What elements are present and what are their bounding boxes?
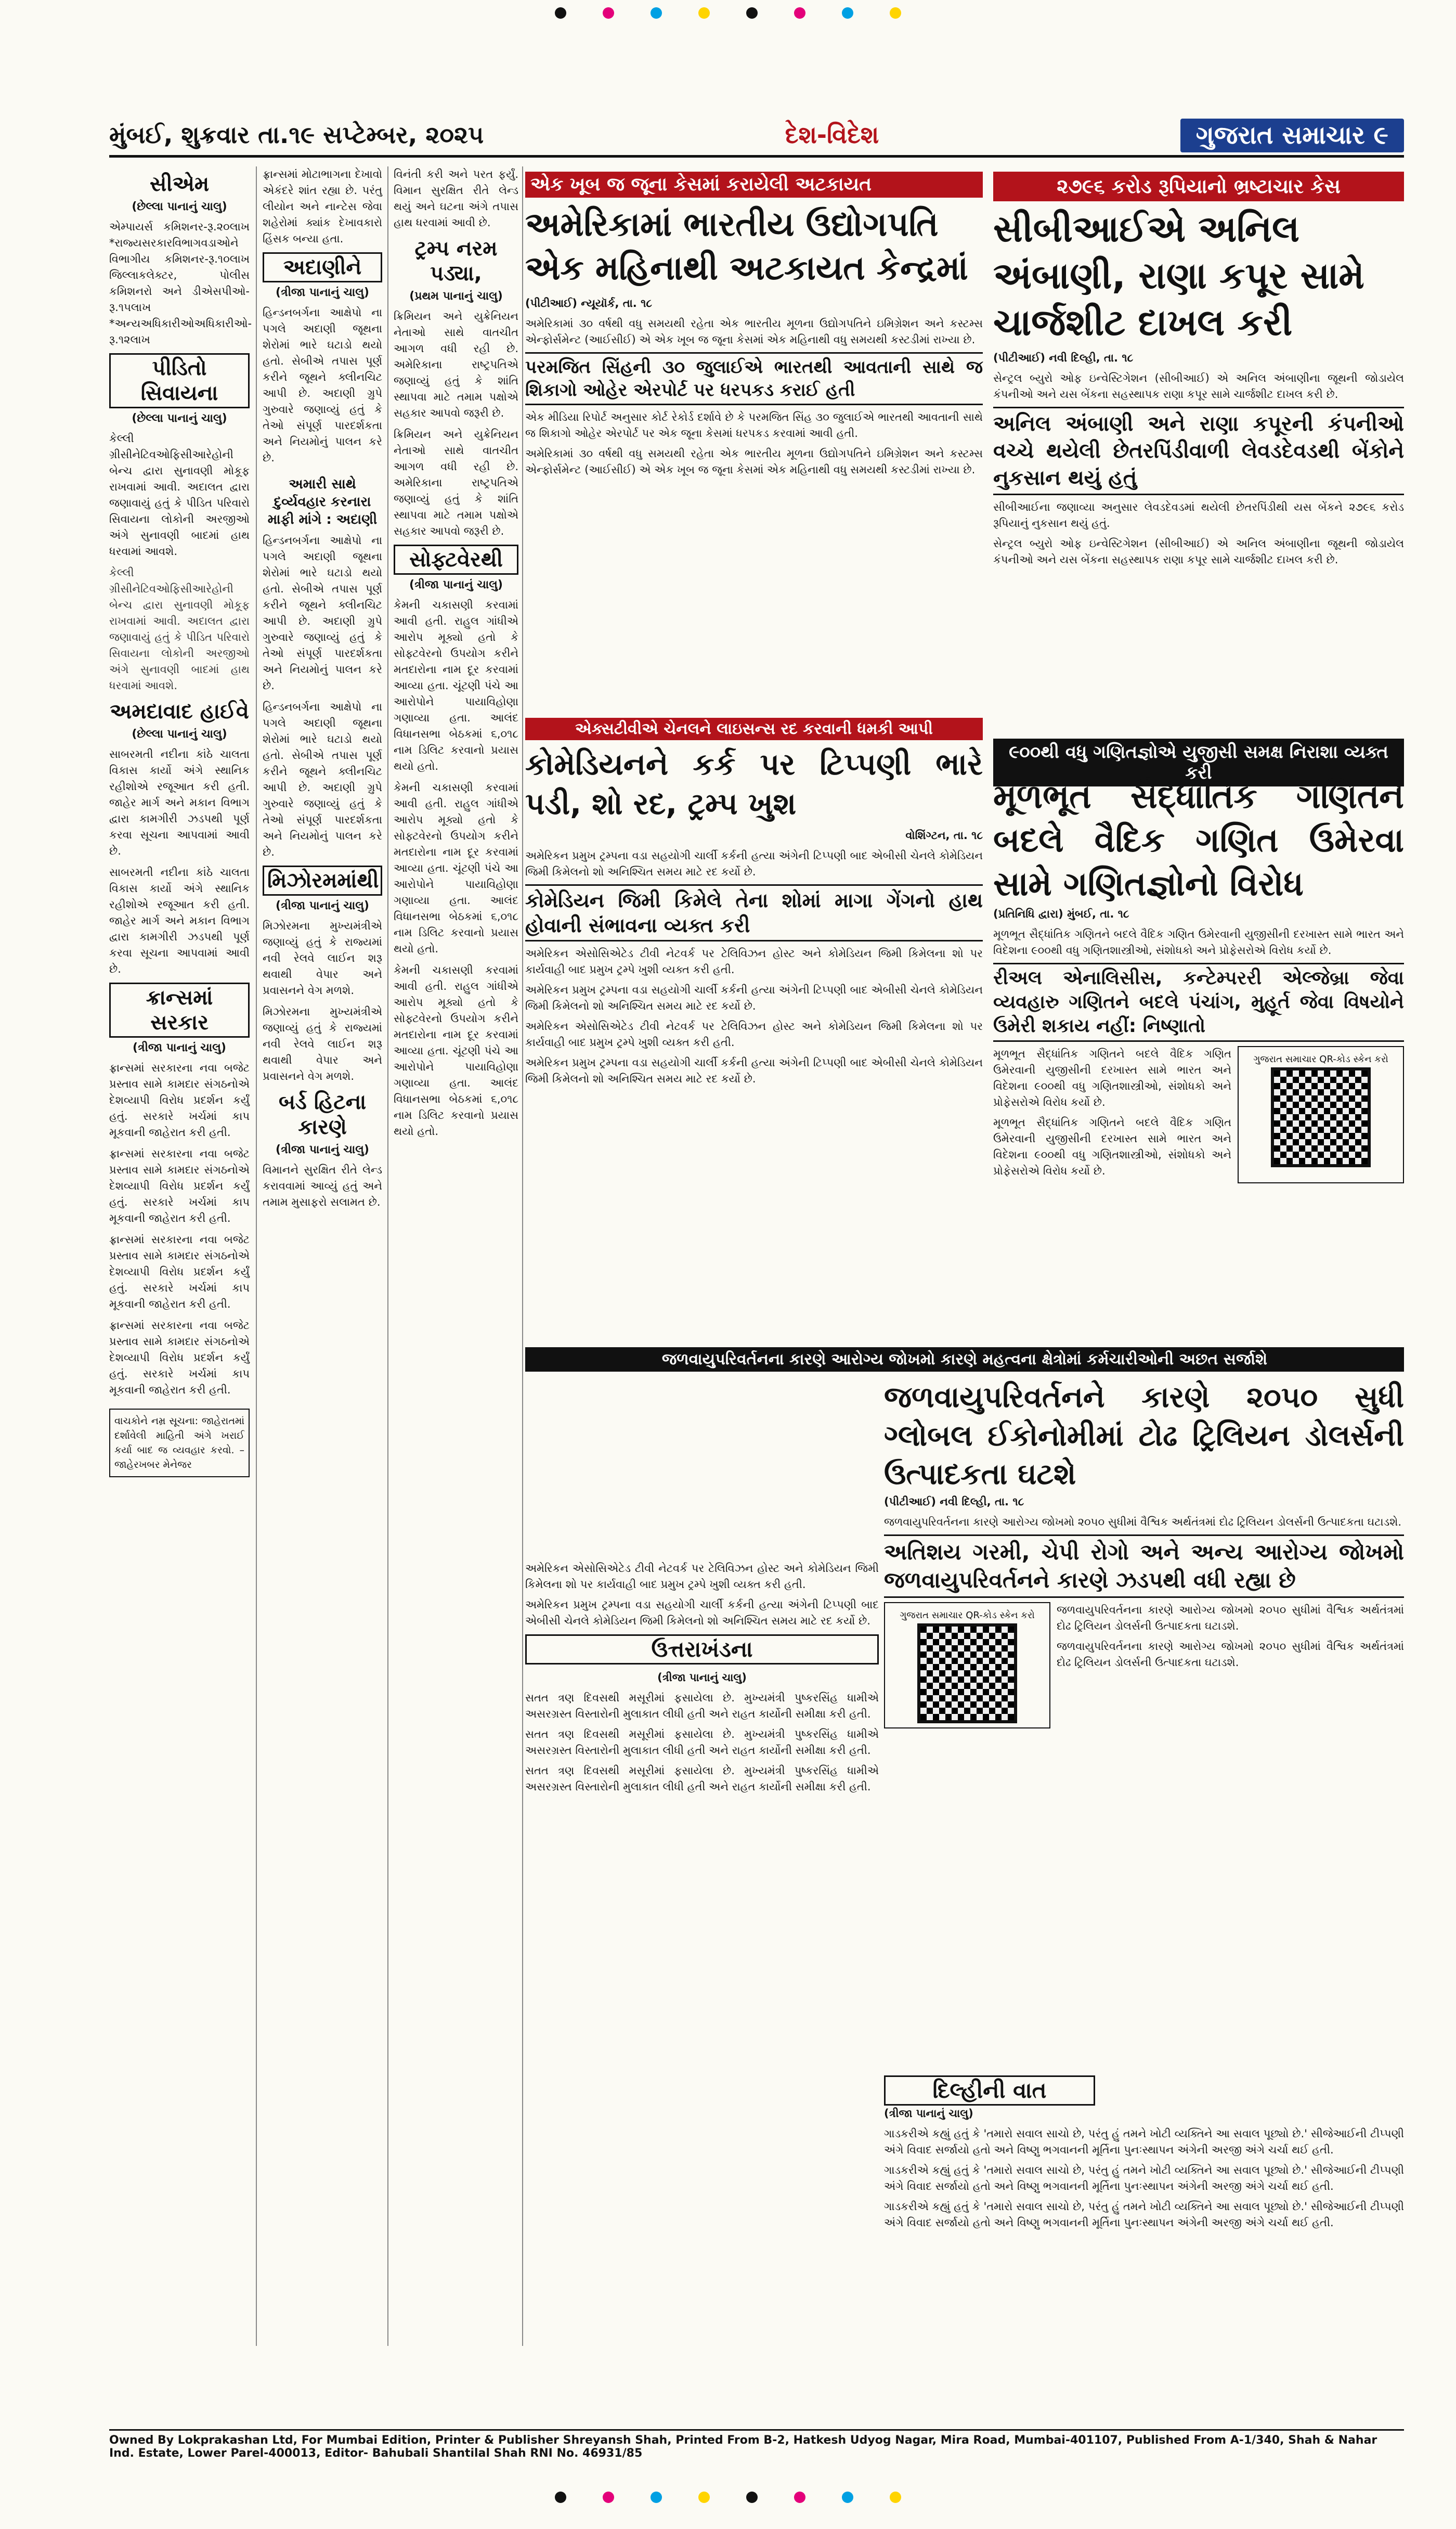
comedian-body-2: અમેરિકન એસોસિએટેડ ટીવી નેટવર્ક પર ટેલિવિઝન હોસ્ટ અને કોમેડિયન જિમી કિમેલના શો પર કાર્યવાહી બાદ પ્રમુખ ટ્રમ્પે ખુશી વ્યક્ત કરી હતી. bbox=[525, 947, 983, 976]
vedic-dateline: (પ્રતિનિધિ દ્વારા) મુંબઈ, તા. ૧૮ bbox=[993, 908, 1129, 920]
software-story-body-3: કેમની ચકાસણી કરવામાં આવી હતી. રાહુલ ગાંધીએ આરોપ મૂક્યો હતો કે સોફ્ટવેરનો ઉપયોગ કરીને મતદારોના નામ દૂર કરવામાં આવ્યા હતા. ચૂંટણી પંચે આ આરોપોને પાયાવિહોણા ગણાવ્યા હતા. આલંદ વિધાનસભા બેઠકમાં ૬,૦૧૮ નામ ડિલિટ કરવાનો પ્રયાસ થયો હતો. bbox=[394, 964, 518, 1138]
bird-hit-continued: (ત્રીજા પાનાનું ચાલુ) bbox=[276, 1143, 369, 1156]
adani-story-title: અદાણીને bbox=[263, 252, 382, 282]
cbi-body-3: સેન્ટ્રલ બ્યુરો ઓફ ઇન્વેસ્ટિગેશન (સીબીઆઈ) એ અનિલ અંબાણીના જૂથની જોડાયેલ કંપનીઓ અને યસ બેંકના સહસ્થાપક રાણા કપૂર સામે ચાર્જશીટ દાખલ કરી છે. bbox=[993, 537, 1404, 566]
masthead-page-number: ગુજરાત સમાચાર ૯ bbox=[1180, 119, 1404, 152]
trump-story-body-2: ક્રિમિયન અને યુક્રેનિયન નેતાઓ સાથે વાતચીત આગળ વધી રહી છે. અમેરિકાના રાષ્ટ્રપતિએ જણાવ્યું હતું કે શાંતિ સ્થાપવા માટે તમામ પક્ષોએ સહકાર આપવો જરૂરી છે. bbox=[394, 428, 518, 537]
cm-story-title: સીએમ bbox=[149, 172, 210, 196]
mizoram-continued: (ત્રીજા પાનાનું ચાલુ) bbox=[276, 899, 369, 912]
pidito-story-body-2: કેલ્લી ગ્રીસીનેટિવઓફિસીઆરેહોની બેન્ચ દ્વારા સુનાવણી મોકૂફ રાખવામાં આવી. અદાલત દ્વારા જણાવાયું હતું કે પીડિત પરિવારો સિવાયના લોકોની અરજીઓ અંગે સુનાવણી બાદમાં હાથ ધરવામાં આવશે. bbox=[109, 566, 250, 692]
comedian-body-4: અમેરિકન એસોસિએટેડ ટીવી નેટવર્ક પર ટેલિવિઝન હોસ્ટ અને કોમેડિયન જિમી કિમેલના શો પર કાર્યવાહી બાદ પ્રમુખ ટ્રમ્પે ખુશી વ્યક્ત કરી હતી. bbox=[525, 1020, 983, 1049]
climate-story bbox=[884, 1378, 1404, 1728]
adani-story-body: હિન્ડનબર્ગના આક્ષેપો ના પગલે અદાણી જૂથના શેરોમાં ભારે ઘટાડો થયો હતો. સેબીએ તપાસ પૂર્ણ કરીને જૂથને ક્લીનચિટ આપી છે. અદાણી ગ્રુપે ગુરુવારે જણાવ્યું હતું કે તેઓ સંપૂર્ણ પારદર્શકતા અને નિયમોનું પાલન કરે છે. bbox=[263, 306, 382, 464]
cbi-story bbox=[993, 172, 1404, 572]
delhi-body-3: ગાડકરીએ કહ્યું હતું કે 'તમારો સવાલ સાચો છે, પરંતુ હું તમને ખોટી વ્યક્તિને આ સવાલ પૂછ્યો છે.' સીજેઆઈની ટીપ્પણી અંગે વિવાદ સર્જાયો હતો અને વિષ્ણુ ભગવાનની મૂર્તિના પુનઃસ્થાપન અંગેની અરજી અંગે ચર્ચા થઈ હતી. bbox=[884, 2200, 1404, 2229]
us-detention-body-3: અમેરિકામાં ૩૦ વર્ષથી વધુ સમયથી રહેતા એક ભારતીય મૂળના ઉદ્યોગપતિને ઇમિગ્રેશન અને કસ્ટમ્સ એન્ફોર્સમેન્ટ (આઈસીઈ) એ એક ખૂબ જ જૂના કેસમાં એક મહિનાથી વધુ સમયથી કસ્ટડીમાં રાખ્યા છે. bbox=[525, 447, 983, 476]
vedic-body: મૂળભૂત સૈદ્ધાંતિક ગણિતને બદલે વૈદિક ગણિત ઉમેરવાની યુજીસીની દરખાસ્ત સામે ભારત અને વિદેશના ૯૦૦થી વધુ ગણિતશાસ્ત્રીઓ, સંશોધકો અને પ્રોફેસરોએ વિરોધ કર્યો છે. bbox=[993, 928, 1404, 957]
us-detention-kicker: એક ખૂબ જ જૂના કેસમાં કરાયેલી અટકાયત bbox=[525, 172, 983, 198]
uttarakhand-title: ઉત્તરાખંડના bbox=[525, 1634, 879, 1665]
comedian-dateline: વોશિંગ્ટન, તા. ૧૮ bbox=[905, 829, 983, 842]
kran-story-body-2: ફ્રાન્સમાં સરકારના નવા બજેટ પ્રસ્તાવ સામે કામદાર સંગઠનોએ દેશવ્યાપી વિરોધ પ્રદર્શન કર્યું હતું. સરકારે ખર્ચમાં કાપ મૂકવાની જાહેરાત કરી હતી. bbox=[109, 1147, 250, 1224]
vedic-qr-box[interactable] bbox=[1238, 1046, 1404, 1183]
qr-code-icon[interactable] bbox=[917, 1623, 1017, 1723]
climate-dateline: (પીટીઆઈ) નવી દિલ્હી, તા. ૧૮ bbox=[884, 1495, 1024, 1508]
comedian-body-3: અમેરિકન પ્રમુખ ટ્રમ્પના વડા સહયોગી ચાર્લી કર્કની હત્યા અંગેની ટિપ્પણી બાદ એબીસી ચેનલે કોમેડિયન જિમી કિમેલનો શો અનિશ્ચિત સમય માટે રદ કર્યો છે. bbox=[525, 984, 983, 1012]
vedic-body-3: મૂળભૂત સૈદ્ધાંતિક ગણિતને બદલે વૈદિક ગણિત ઉમેરવાની યુજીસીની દરખાસ્ત સામે ભારત અને વિદેશના ૯૦૦થી વધુ ગણિતશાસ્ત્રીઓ, સંશોધકો અને પ્રોફેસરોએ વિરોધ કર્યો છે. bbox=[993, 1116, 1231, 1177]
france-story-body: ફ્રાન્સમાં મોટાભાગના દેખાવો એકંદરે શાંત રહ્યા છે. પરંતુ લીયોન અને નાન્ટેસ જેવા શહેરોમાં ક્યાંક દેખાવકારો હિંસક બન્યા હતા. bbox=[263, 168, 382, 245]
cbi-dateline: (પીટીઆઈ) નવી દિલ્હી, તા. ૧૮ bbox=[993, 352, 1134, 364]
ahm-story-body-2: સાબરમતી નદીના કાંઠે ચાલતા વિકાસ કાર્યો અંગે સ્થાનિક રહીશોએ રજૂઆત કરી હતી. જાહેર માર્ગ અને મકાન વિભાગ દ્વારા કામગીરી ઝડપથી પૂર્ણ કરવા સૂચના આપવામાં આવી છે. bbox=[109, 866, 250, 975]
registration-marks-bottom bbox=[0, 2492, 1456, 2503]
ahm-story-title: અમદાવાદ હાઈવે bbox=[110, 700, 249, 724]
adani-story-body-3: હિન્ડનબર્ગના આક્ષેપો ના પગલે અદાણી જૂથના શેરોમાં ભારે ઘટાડો થયો હતો. સેબીએ તપાસ પૂર્ણ કરીને જૂથને ક્લીનચિટ આપી છે. અદાણી ગ્રુપે ગુરુવારે જણાવ્યું હતું કે તેઓ સંપૂર્ણ પારદર્શકતા અને નિયમોનું પાલન કરે છે. bbox=[263, 701, 382, 858]
vedic-subhead: રીઅલ એનાલિસીસ, કન્ટેમ્પરરી એલ્જેબ્રા જેવા વ્યવહારુ ગણિતને બદલે પંચાંગ, મુહૂર્ત જેવા વિષયોને ઉમેરી શકાય નહીં: નિષ્ણાતો bbox=[993, 963, 1404, 1042]
cm-story-body: એમ્પાયર્સ કમિશનર-રૂ.૨૦લાખ *રાજ્યસરકારવિભાગવડાઓને વિભાગીય કમિશનર-રૂ.૧૦લાખ જિલ્લાકલેક્ટર, પોલીસ કમિશનરો અને ડીએસપીઓ-રૂ.૧૫લાખ *અન્યઅધિકારીઓઅધિકારીઓ-રૂ.૧૨લાખ bbox=[109, 221, 252, 346]
trump-story-title: ટ્રમ્પ નરમ પડ્યા, bbox=[414, 237, 498, 286]
adani-continued: (ત્રીજા પાનાનું ચાલુ) bbox=[276, 286, 369, 299]
delhi-title: દિલ્હીની વાત bbox=[884, 2075, 1095, 2106]
uttarakhand-story bbox=[525, 1560, 879, 1799]
climate-qr-box[interactable] bbox=[884, 1602, 1050, 1728]
vedic-story bbox=[993, 775, 1404, 1183]
flight-story-body: વિનંતી કરી અને પરત ફર્યું. વિમાન સુરક્ષિત રીતે લેન્ડ થયું અને ઘટના અંગે તપાસ હાથ ધરવામાં આવી છે. bbox=[394, 168, 518, 229]
delhi-continued: (ત્રીજા પાનાનું ચાલુ) bbox=[884, 2107, 973, 2120]
pidito-story-title: પીડિતો સિવાયના bbox=[109, 353, 250, 408]
cbi-body-2: સીબીઆઈના જણાવ્યા અનુસાર લેવડદેવડમાં થયેલી છેતરપિંડીથી યસ બેંકને ૨૭૯૬ કરોડ રૂપિયાનું નુકસાન થયું હતું. bbox=[993, 501, 1404, 530]
section-title: દેશ-વિદેશ bbox=[785, 121, 879, 149]
comedian-body: અમેરિકન પ્રમુખ ટ્રમ્પના વડા સહયોગી ચાર્લી કર્કની હત્યા અંગેની ટિપ્પણી બાદ એબીસી ચેનલે કોમેડિયન જિમી કિમેલનો શો અનિશ્ચિત સમય માટે રદ કર્યો છે. bbox=[525, 849, 983, 878]
column-divider bbox=[256, 166, 257, 2346]
cm-continued: (છેલ્લા પાનાનું ચાલુ) bbox=[132, 200, 227, 213]
comedian-kicker: એક્સટીવીએ ચેનલને લાઇસન્સ રદ કરવાની ધમકી આપી bbox=[525, 718, 983, 740]
vedic-qr-label: ગુજરાત સમાચાર QR-કોડ સ્કેન કરો bbox=[1253, 1054, 1388, 1065]
uttarakhand-body-2: સતત ત્રણ દિવસથી મસૂરીમાં ફસાયેલા છે. મુખ્યમંત્રી પુષ્કરસિંહ ધામીએ અસરગ્રસ્ત વિસ્તારોની મુલાકાત લીધી હતી અને રાહત કાર્યોની સમીક્ષા કરી હતી. bbox=[525, 1728, 879, 1757]
pidito-continued: (છેલ્લા પાનાનું ચાલુ) bbox=[132, 412, 227, 425]
cbi-subhead: અનિલ અંબાણી અને રાણા કપૂરની કંપનીઓ વચ્ચે થયેલી છેતરપિંડીવાળી લેવડદેવડથી બેંકોને નુકસાન થયું હતું bbox=[993, 407, 1404, 495]
delhi-story bbox=[884, 2075, 1404, 2235]
reader-notice: વાચકોને નમ્ર સૂચના: જાહેરાતમાં દર્શાવેલી માહિતી અંગે ખરાઈ કર્યા બાદ જ વ્યવહાર કરવો. – જાહેરખબર મેનેજર bbox=[109, 1409, 250, 1477]
ahm-continued: (છેલ્લા પાનાનું ચાલુ) bbox=[132, 728, 227, 741]
comedian-story bbox=[525, 718, 983, 1091]
mizoram-story-body: મિઝોરમના મુખ્યમંત્રીએ જણાવ્યું હતું કે રાજ્યમાં નવી રેલવે લાઈન શરૂ થવાથી વેપાર અને પ્રવાસનને વેગ મળશે. bbox=[263, 920, 382, 997]
column-divider bbox=[522, 166, 523, 2346]
pidito-story-body: કેલ્લી ગ્રીસીનેટિવઓફિસીઆરેહોની બેન્ચ દ્વારા સુનાવણી મોકૂફ રાખવામાં આવી. અદાલત દ્વારા જણાવાયું હતું કે પીડિત પરિવારો સિવાયના લોકોની અરજીઓ અંગે સુનાવણી બાદમાં હાથ ધરવામાં આવશે. bbox=[109, 432, 250, 558]
software-story-title: સોફ્ટવેરથી bbox=[394, 545, 518, 575]
us-detention-body-2: એક મીડિયા રિપોર્ટ અનુસાર કોર્ટ રેકોર્ડ દર્શાવે છે કે પરમજિત સિંહ ૩૦ જુલાઈએ ભારતથી આવતાની સાથે જ શિકાગો ઓહેર એરપોર્ટ પર એક જૂના કેસમાં ધરપકડ કરવામાં આવી હતી. bbox=[525, 411, 983, 440]
cbi-body: સેન્ટ્રલ બ્યુરો ઓફ ઇન્વેસ્ટિગેશન (સીબીઆઈ) એ અનિલ અંબાણીના જૂથની જોડાયેલ કંપનીઓ અને યસ બેંકના સહસ્થાપક રાણા કપૂર સામે ચાર્જશીટ દાખલ કરી છે. bbox=[993, 372, 1404, 401]
cbi-headline: સીબીઆઈએ અનિલ અંબાણી, રાણા કપૂર સામે ચાર્જશીટ દાખલ કરી bbox=[993, 208, 1364, 344]
kran-story-body-4: ફ્રાન્સમાં સરકારના નવા બજેટ પ્રસ્તાવ સામે કામદાર સંગઠનોએ દેશવ્યાપી વિરોધ પ્રદર્શન કર્યું હતું. સરકારે ખર્ચમાં કાપ મૂકવાની જાહેરાત કરી હતી. bbox=[109, 1319, 250, 1396]
registration-marks bbox=[0, 7, 1456, 19]
bird-hit-story-title: બર્ડ હિટના કારણે bbox=[278, 1090, 367, 1139]
us-detention-body: અમેરિકામાં ૩૦ વર્ષથી વધુ સમયથી રહેતા એક ભારતીય મૂળના ઉદ્યોગપતિને ઇમિગ્રેશન અને કસ્ટમ્સ એન્ફોર્સમેન્ટ (આઈસીઈ) એ એક ખૂબ જ જૂના કેસમાં એક મહિનાથી વધુ સમયથી કસ્ટડીમાં રાખ્યા છે. bbox=[525, 317, 983, 346]
delhi-body: ગાડકરીએ કહ્યું હતું કે 'તમારો સવાલ સાચો છે, પરંતુ હું તમને ખોટી વ્યક્તિને આ સવાલ પૂછ્યો છે.' સીજેઆઈની ટીપ્પણી અંગે વિવાદ સર્જાયો હતો અને વિષ્ણુ ભગવાનની મૂર્તિના પુનઃસ્થાપન અંગેની અરજી અંગે ચર્ચા થઈ હતી. bbox=[884, 2127, 1404, 2156]
climate-body-2: જળવાયુપરિવર્તનના કારણે આરોગ્ય જોખમો ૨૦૫૦ સુધીમાં વૈશ્વિક અર્થતંત્રમાં દોઢ ટ્રિલિયન ડોલર્સની ઉત્પાદકતા ઘટાડશે. bbox=[1057, 1604, 1404, 1632]
cbi-kicker: ૨૭૯૬ કરોડ રૂપિયાનો ભ્રષ્ટાચાર કેસ bbox=[993, 172, 1404, 201]
climate-body: જળવાયુપરિવર્તનના કારણે આરોગ્ય જોખમો ૨૦૫૦ સુધીમાં વૈશ્વિક અર્થતંત્રમાં દોઢ ટ્રિલિયન ડોલર્સની ઉત્પાદકતા ઘટાડશે. bbox=[884, 1516, 1402, 1528]
trump-story-body: ક્રિમિયન અને યુક્રેનિયન નેતાઓ સાથે વાતચીત આગળ વધી રહી છે. અમેરિકાના રાષ્ટ્રપતિએ જણાવ્યું હતું કે શાંતિ સ્થાપવા માટે તમામ પક્ષોએ સહકાર આપવો જરૂરી છે. bbox=[394, 310, 518, 419]
mizoram-story-body-2: મિઝોરમના મુખ્યમંત્રીએ જણાવ્યું હતું કે રાજ્યમાં નવી રેલવે લાઈન શરૂ થવાથી વેપાર અને પ્રવાસનને વેગ મળશે. bbox=[263, 1005, 382, 1082]
uttarakhand-body: સતત ત્રણ દિવસથી મસૂરીમાં ફસાયેલા છે. મુખ્યમંત્રી પુષ્કરસિંહ ધામીએ અસરગ્રસ્ત વિસ્તારોની મુલાકાત લીધી હતી અને રાહત કાર્યોની સમીક્ષા કરી હતી. bbox=[525, 1692, 879, 1720]
delhi-body-2: ગાડકરીએ કહ્યું હતું કે 'તમારો સવાલ સાચો છે, પરંતુ હું તમને ખોટી વ્યક્તિને આ સવાલ પૂછ્યો છે.' સીજેઆઈની ટીપ્પણી અંગે વિવાદ સર્જાયો હતો અને વિષ્ણુ ભગવાનની મૂર્તિના પુનઃસ્થાપન અંગેની અરજી અંગે ચર્ચા થઈ હતી. bbox=[884, 2164, 1404, 2192]
climate-kicker: જળવાયુપરિવર્તનના કારણે આરોગ્ય જોખમો કારણે મહત્વના ક્ષેત્રોમાં કર્મચારીઓની અછત સર્જાશે bbox=[525, 1347, 1404, 1372]
us-detention-story bbox=[525, 172, 983, 482]
adani-pull-quote: અમારી સાથે દુર્વ્યવહાર કરનારા માફી માંગે : અદાણી bbox=[267, 476, 378, 527]
page-header bbox=[109, 120, 1404, 158]
climate-qr-label: ગુજરાત સમાચાર QR-કોડ સ્કેન કરો bbox=[900, 1610, 1035, 1621]
kran-continued: (ત્રીજા પાનાનું ચાલુ) bbox=[133, 1041, 226, 1054]
vedic-kicker: ૯૦૦થી વધુ ગણિતજ્ઞોએ યુજીસી સમક્ષ નિરાશા વ્યક્ત કરી bbox=[993, 739, 1404, 786]
kran-story-body-3: ફ્રાન્સમાં સરકારના નવા બજેટ પ્રસ્તાવ સામે કામદાર સંગઠનોએ દેશવ્યાપી વિરોધ પ્રદર્શન કર્યું હતું. સરકારે ખર્ચમાં કાપ મૂકવાની જાહેરાત કરી હતી. bbox=[109, 1233, 250, 1310]
column-third bbox=[394, 166, 518, 1145]
us-detention-subhead: પરમજિત સિંહની ૩૦ જુલાઈએ ભારતથી આવતાની સાથે જ શિકાગો ઓહેર એરપોર્ટ પર ધરપકડ કરાઈ હતી bbox=[525, 352, 983, 405]
issue-date: મુંબઈ, શુક્રવાર તા.૧૯ સપ્ટેમ્બર, ૨૦૨૫ bbox=[109, 121, 484, 149]
uttarakhand-pre-body-2: અમેરિકન પ્રમુખ ટ્રમ્પના વડા સહયોગી ચાર્લી કર્કની હત્યા અંગેની ટિપ્પણી બાદ એબીસી ચેનલે કોમેડિયન જિમી કિમેલનો શો અનિશ્ચિત સમય માટે રદ કર્યો છે. bbox=[525, 1598, 879, 1627]
vedic-body-2: મૂળભૂત સૈદ્ધાંતિક ગણિતને બદલે વૈદિક ગણિત ઉમેરવાની યુજીસીની દરખાસ્ત સામે ભારત અને વિદેશના ૯૦૦થી વધુ ગણિતશાસ્ત્રીઓ, સંશોધકો અને પ્રોફેસરોએ વિરોધ કર્યો છે. bbox=[993, 1048, 1231, 1108]
ahm-story-body: સાબરમતી નદીના કાંઠે ચાલતા વિકાસ કાર્યો અંગે સ્થાનિક રહીશોએ રજૂઆત કરી હતી. જાહેર માર્ગ અને મકાન વિભાગ દ્વારા કામગીરી ઝડપથી પૂર્ણ કરવા સૂચના આપવામાં આવી છે. bbox=[109, 748, 250, 857]
us-detention-dateline: (પીટીઆઈ) ન્યૂયૉર્ક, તા. ૧૮ bbox=[525, 297, 652, 309]
software-continued: (ત્રીજા પાનાનું ચાલુ) bbox=[409, 578, 503, 591]
software-story-body: કેમની ચકાસણી કરવામાં આવી હતી. રાહુલ ગાંધીએ આરોપ મૂક્યો હતો કે સોફ્ટવેરનો ઉપયોગ કરીને મતદારોના નામ દૂર કરવામાં આવ્યા હતા. ચૂંટણી પંચે આ આરોપોને પાયાવિહોણા ગણાવ્યા હતા. આલંદ વિધાનસભા બેઠકમાં ૬,૦૧૮ નામ ડિલિટ કરવાનો પ્રયાસ થયો હતો. bbox=[394, 599, 518, 772]
comedian-headline: કોમેડિયનને કર્ક પર ટિપ્પણી ભારે પડી, શો રદ, ટ્રમ્પ ખુશ bbox=[525, 746, 983, 821]
uttarakhand-body-3: સતત ત્રણ દિવસથી મસૂરીમાં ફસાયેલા છે. મુખ્યમંત્રી પુષ્કરસિંહ ધામીએ અસરગ્રસ્ત વિસ્તારોની મુલાકાત લીધી હતી અને રાહત કાર્યોની સમીક્ષા કરી હતી. bbox=[525, 1764, 879, 1793]
us-detention-headline: અમેરિકામાં ભારતીય ઉદ્યોગપતિ એક મહિનાથી અટકાયત કેન્દ્રમાં bbox=[525, 205, 968, 288]
trump-continued: (પ્રથમ પાનાનું ચાલુ) bbox=[409, 290, 503, 303]
mizoram-story-title: મિઝોરમમાંથી bbox=[263, 866, 382, 896]
column-left bbox=[109, 166, 250, 1477]
imprint-line: Owned By Lokprakashan Ltd, For Mumbai Edition, Printer & Publisher Shreyansh Shah, Printed From B-2, Hatkesh Udyog Nagar, Mira Road, Mumbai-401107, Published From A-1/340, Shah & Nahar Ind. Estate, Lower Parel-400013, Editor- Bahubali Shantilal Shah RNI No. 46931/85 bbox=[109, 2429, 1404, 2460]
uttarakhand-continued: (ત્રીજા પાનાનું ચાલુ) bbox=[657, 1671, 747, 1684]
software-story-body-2: કેમની ચકાસણી કરવામાં આવી હતી. રાહુલ ગાંધીએ આરોપ મૂક્યો હતો કે સોફ્ટવેરનો ઉપયોગ કરીને મતદારોના નામ દૂર કરવામાં આવ્યા હતા. ચૂંટણી પંચે આ આરોપોને પાયાવિહોણા ગણાવ્યા હતા. આલંદ વિધાનસભા બેઠકમાં ૬,૦૧૮ નામ ડિલિટ કરવાનો પ્રયાસ થયો હતો. bbox=[394, 781, 518, 955]
climate-headline: જળવાયુપરિવર્તનને કારણે ૨૦૫૦ સુધી ગ્લોબલ ઈકોનોમીમાં ટોઢ ટ્રિલિયન ડોલર્સની ઉત્પાદકતા ઘટશે bbox=[884, 1380, 1404, 1491]
climate-subhead: અતિશય ગરમી, ચેપી રોગો અને અન્ય આરોગ્ય જોખમો જળવાયુપરિવર્તનને કારણે ઝડપથી વધી રહ્યા છે bbox=[884, 1534, 1404, 1598]
kran-story-title: ક્રાન્સમાં સરકાર bbox=[109, 983, 250, 1038]
comedian-subhead: કોમેડિયન જિમી કિમેલે તેના શોમાં માગા ગેંગનો હાથ હોવાની સંભાવના વ્યક્ત કરી bbox=[525, 884, 983, 941]
adani-story-body-2: હિન્ડનબર્ગના આક્ષેપો ના પગલે અદાણી જૂથના શેરોમાં ભારે ઘટાડો થયો હતો. સેબીએ તપાસ પૂર્ણ કરીને જૂથને ક્લીનચિટ આપી છે. અદાણી ગ્રુપે ગુરુવારે જણાવ્યું હતું કે તેઓ સંપૂર્ણ પારદર્શકતા અને નિયમોનું પાલન કરે છે. bbox=[263, 534, 382, 692]
uttarakhand-pre-body: અમેરિકન એસોસિએટેડ ટીવી નેટવર્ક પર ટેલિવિઝન હોસ્ટ અને કોમેડિયન જિમી કિમેલના શો પર કાર્યવાહી બાદ પ્રમુખ ટ્રમ્પે ખુશી વ્યક્ત કરી હતી. bbox=[525, 1562, 879, 1591]
kran-story-body: ફ્રાન્સમાં સરકારના નવા બજેટ પ્રસ્તાવ સામે કામદાર સંગઠનોએ દેશવ્યાપી વિરોધ પ્રદર્શન કર્યું હતું. સરકારે ખર્ચમાં કાપ મૂકવાની જાહેરાત કરી હતી. bbox=[109, 1062, 250, 1139]
column-divider bbox=[387, 166, 388, 2346]
column-second bbox=[263, 166, 382, 1216]
bird-hit-story-body: વિમાનને સુરક્ષિત રીતે લેન્ડ કરાવવામાં આવ્યું હતું અને તમામ મુસાફરો સલામત છે. bbox=[263, 1164, 382, 1208]
vedic-headline: મૂળભૂત સૈદ્ધાંતિક ગણિતને બદલે વૈદિક ગણિત ઉમેરવા સામે ગણિતજ્ઞોનો વિરોધ bbox=[993, 778, 1404, 904]
qr-code-icon[interactable] bbox=[1271, 1067, 1371, 1167]
comedian-body-5: અમેરિકન પ્રમુખ ટ્રમ્પના વડા સહયોગી ચાર્લી કર્કની હત્યા અંગેની ટિપ્પણી બાદ એબીસી ચેનલે કોમેડિયન જિમી કિમેલનો શો અનિશ્ચિત સમય માટે રદ કર્યો છે. bbox=[525, 1056, 983, 1085]
climate-body-3: જળવાયુપરિવર્તનના કારણે આરોગ્ય જોખમો ૨૦૫૦ સુધીમાં વૈશ્વિક અર્થતંત્રમાં દોઢ ટ્રિલિયન ડોલર્સની ઉત્પાદકતા ઘટાડશે. bbox=[1057, 1640, 1404, 1669]
